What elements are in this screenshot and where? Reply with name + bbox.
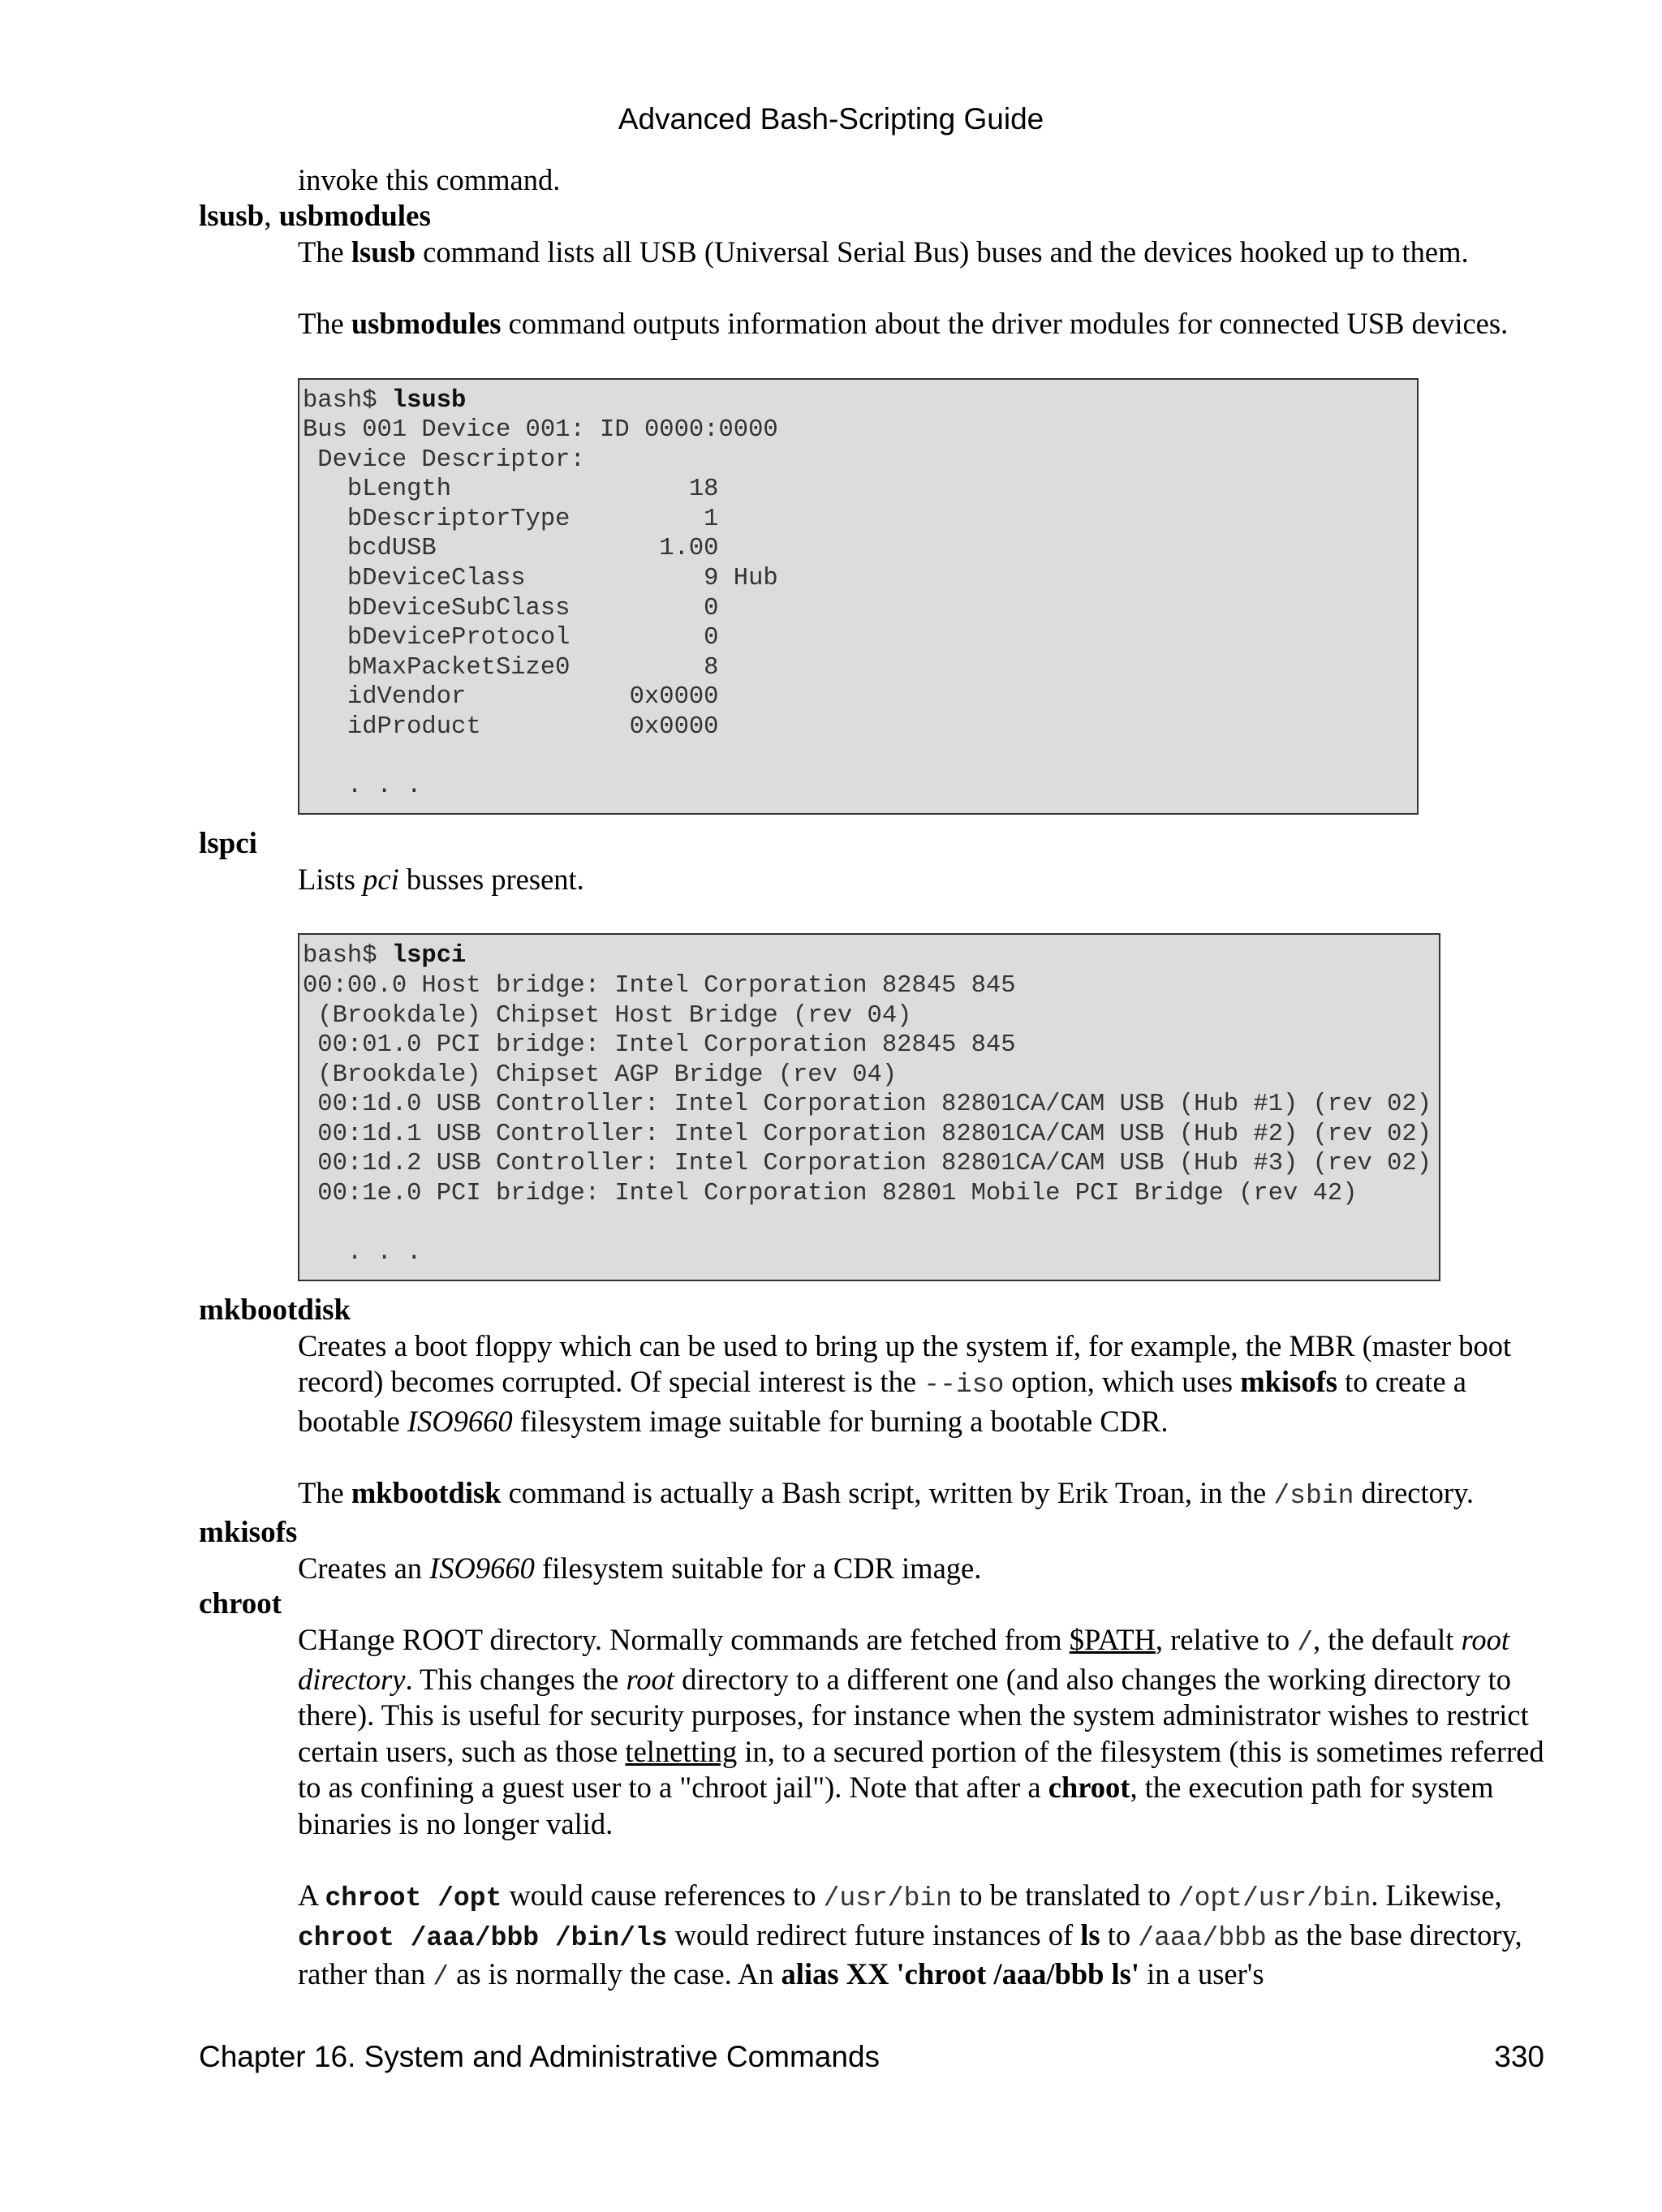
mkbootdisk-definition	[298, 1328, 1546, 1515]
term-lspci: lspci	[199, 826, 257, 860]
lsusb-definition	[298, 235, 1546, 815]
lsusb-paragraph-1: The lsusb command lists all USB (Universal Serial Bus) buses and the devices hooked up to them.	[298, 235, 1469, 269]
lspci-definition	[298, 862, 1546, 1281]
telnetting-link[interactable]: telnetting	[625, 1734, 738, 1768]
term-separator: ,	[264, 199, 279, 233]
lspci-paragraph-1: Lists pci busses present.	[298, 862, 584, 896]
term-usbmodules: usbmodules	[278, 199, 431, 233]
footer-chapter-title: Chapter 16. System and Administrative Commands	[199, 2040, 881, 2073]
screen-command: lsusb	[391, 386, 467, 415]
screen-prompt: bash$	[303, 942, 392, 970]
lsusb-paragraph-2: The usbmodules command outputs information about the driver modules for connected USB devices.	[298, 307, 1509, 340]
screen-prompt: bash$	[303, 386, 392, 415]
page-number: 330	[1494, 2040, 1544, 2073]
page-footer	[199, 2038, 1544, 2076]
intro-text: invoke this command.	[298, 163, 561, 196]
term-mkbootdisk: mkbootdisk	[199, 1293, 351, 1327]
mkbootdisk-paragraph-2: The mkbootdisk command is actually a Bash script, written by Erik Troan, in the /sbin directory.	[298, 1476, 1475, 1512]
mkisofs-paragraph-1: Creates an ISO9660 filesystem suitable for a CDR image.	[298, 1551, 982, 1585]
path-variable-link[interactable]: $PATH	[1069, 1623, 1156, 1657]
lsusb-screen-output	[298, 378, 1419, 815]
term-lsusb-usbmodules	[199, 199, 1546, 235]
running-header: Advanced Bash-Scripting Guide	[618, 102, 1044, 136]
screen-command: lspci	[391, 942, 467, 970]
chroot-paragraph-2: A chroot /opt would cause references to /usr/bin to be translated to /opt/usr/bin. Likewise, chroot /aaa/bbb /bin/ls would redirect future instances of ls to /aaa/bbb as the base directory, rather than / as is normally the case. An alias XX 'chroot /aaa/bbb ls' in a user's	[298, 1878, 1522, 1993]
screen-output-text: 00:00.0 Host bridge: Intel Corporation 82845 845 (Brookdale) Chipset Host Bridge (rev 04) 00:01.0 PCI bridge: Intel Corporation 82845 845 (Brookdale) Chipset AGP Bridge (rev 04) 00:1d.0 USB Controller: Intel Corporation 82801CA/CAM USB (Hub #1) (rev 02) 00:1d.1 USB Controller: Intel Corporation 82801CA/CAM USB (Hub #2) (rev 02) 00:1d.2 USB Controller: Intel Corporation 82801CA/CAM USB (Hub #3) (rev 02) 00:1e.0 PCI bridge: Intel Corporation 82801 Mobile PCI Bridge (rev 42) . . .	[303, 971, 1432, 1267]
page-content	[199, 162, 1546, 1996]
chroot-definition	[298, 1622, 1546, 1996]
term-lsusb: lsusb	[199, 199, 265, 233]
screen-output-text: Bus 001 Device 001: ID 0000:0000 Device Descriptor: bLength 18 bDescriptorType 1 bcdUSB 1.00 bDeviceClass 9 Hub bDeviceSubClass 0 bDeviceProtocol 0 bMaxPacketSize0 8 idVendor 0x0000 idProduct 0x0000 . . .	[303, 416, 778, 801]
lspci-screen-output	[298, 933, 1440, 1281]
term-mkisofs: mkisofs	[199, 1515, 298, 1549]
chroot-paragraph-1: CHange ROOT directory. Normally commands are fetched from $PATH, relative to /, the default root directory. This changes the root directory to a different one (and also changes the working directory to there). This is useful for security purposes, for instance when the system administrator wishes to restrict certain users, such as those telnetting in, to a secured portion of the filesystem (this is sometimes referred to as confining a guest user to a "chroot jail"). Note that after a chroot, the execution path for system binaries is no longer valid.	[298, 1623, 1544, 1840]
mkisofs-definition	[298, 1551, 1546, 1587]
mkbootdisk-paragraph-1: Creates a boot floppy which can be used to bring up the system if, for example, the MBR (master boot record) becomes corrupted. Of special interest is the --iso option, which uses mkisofs to create a bootable ISO9660 filesystem image suitable for burning a bootable CDR.	[298, 1328, 1512, 1438]
term-chroot: chroot	[199, 1587, 282, 1621]
